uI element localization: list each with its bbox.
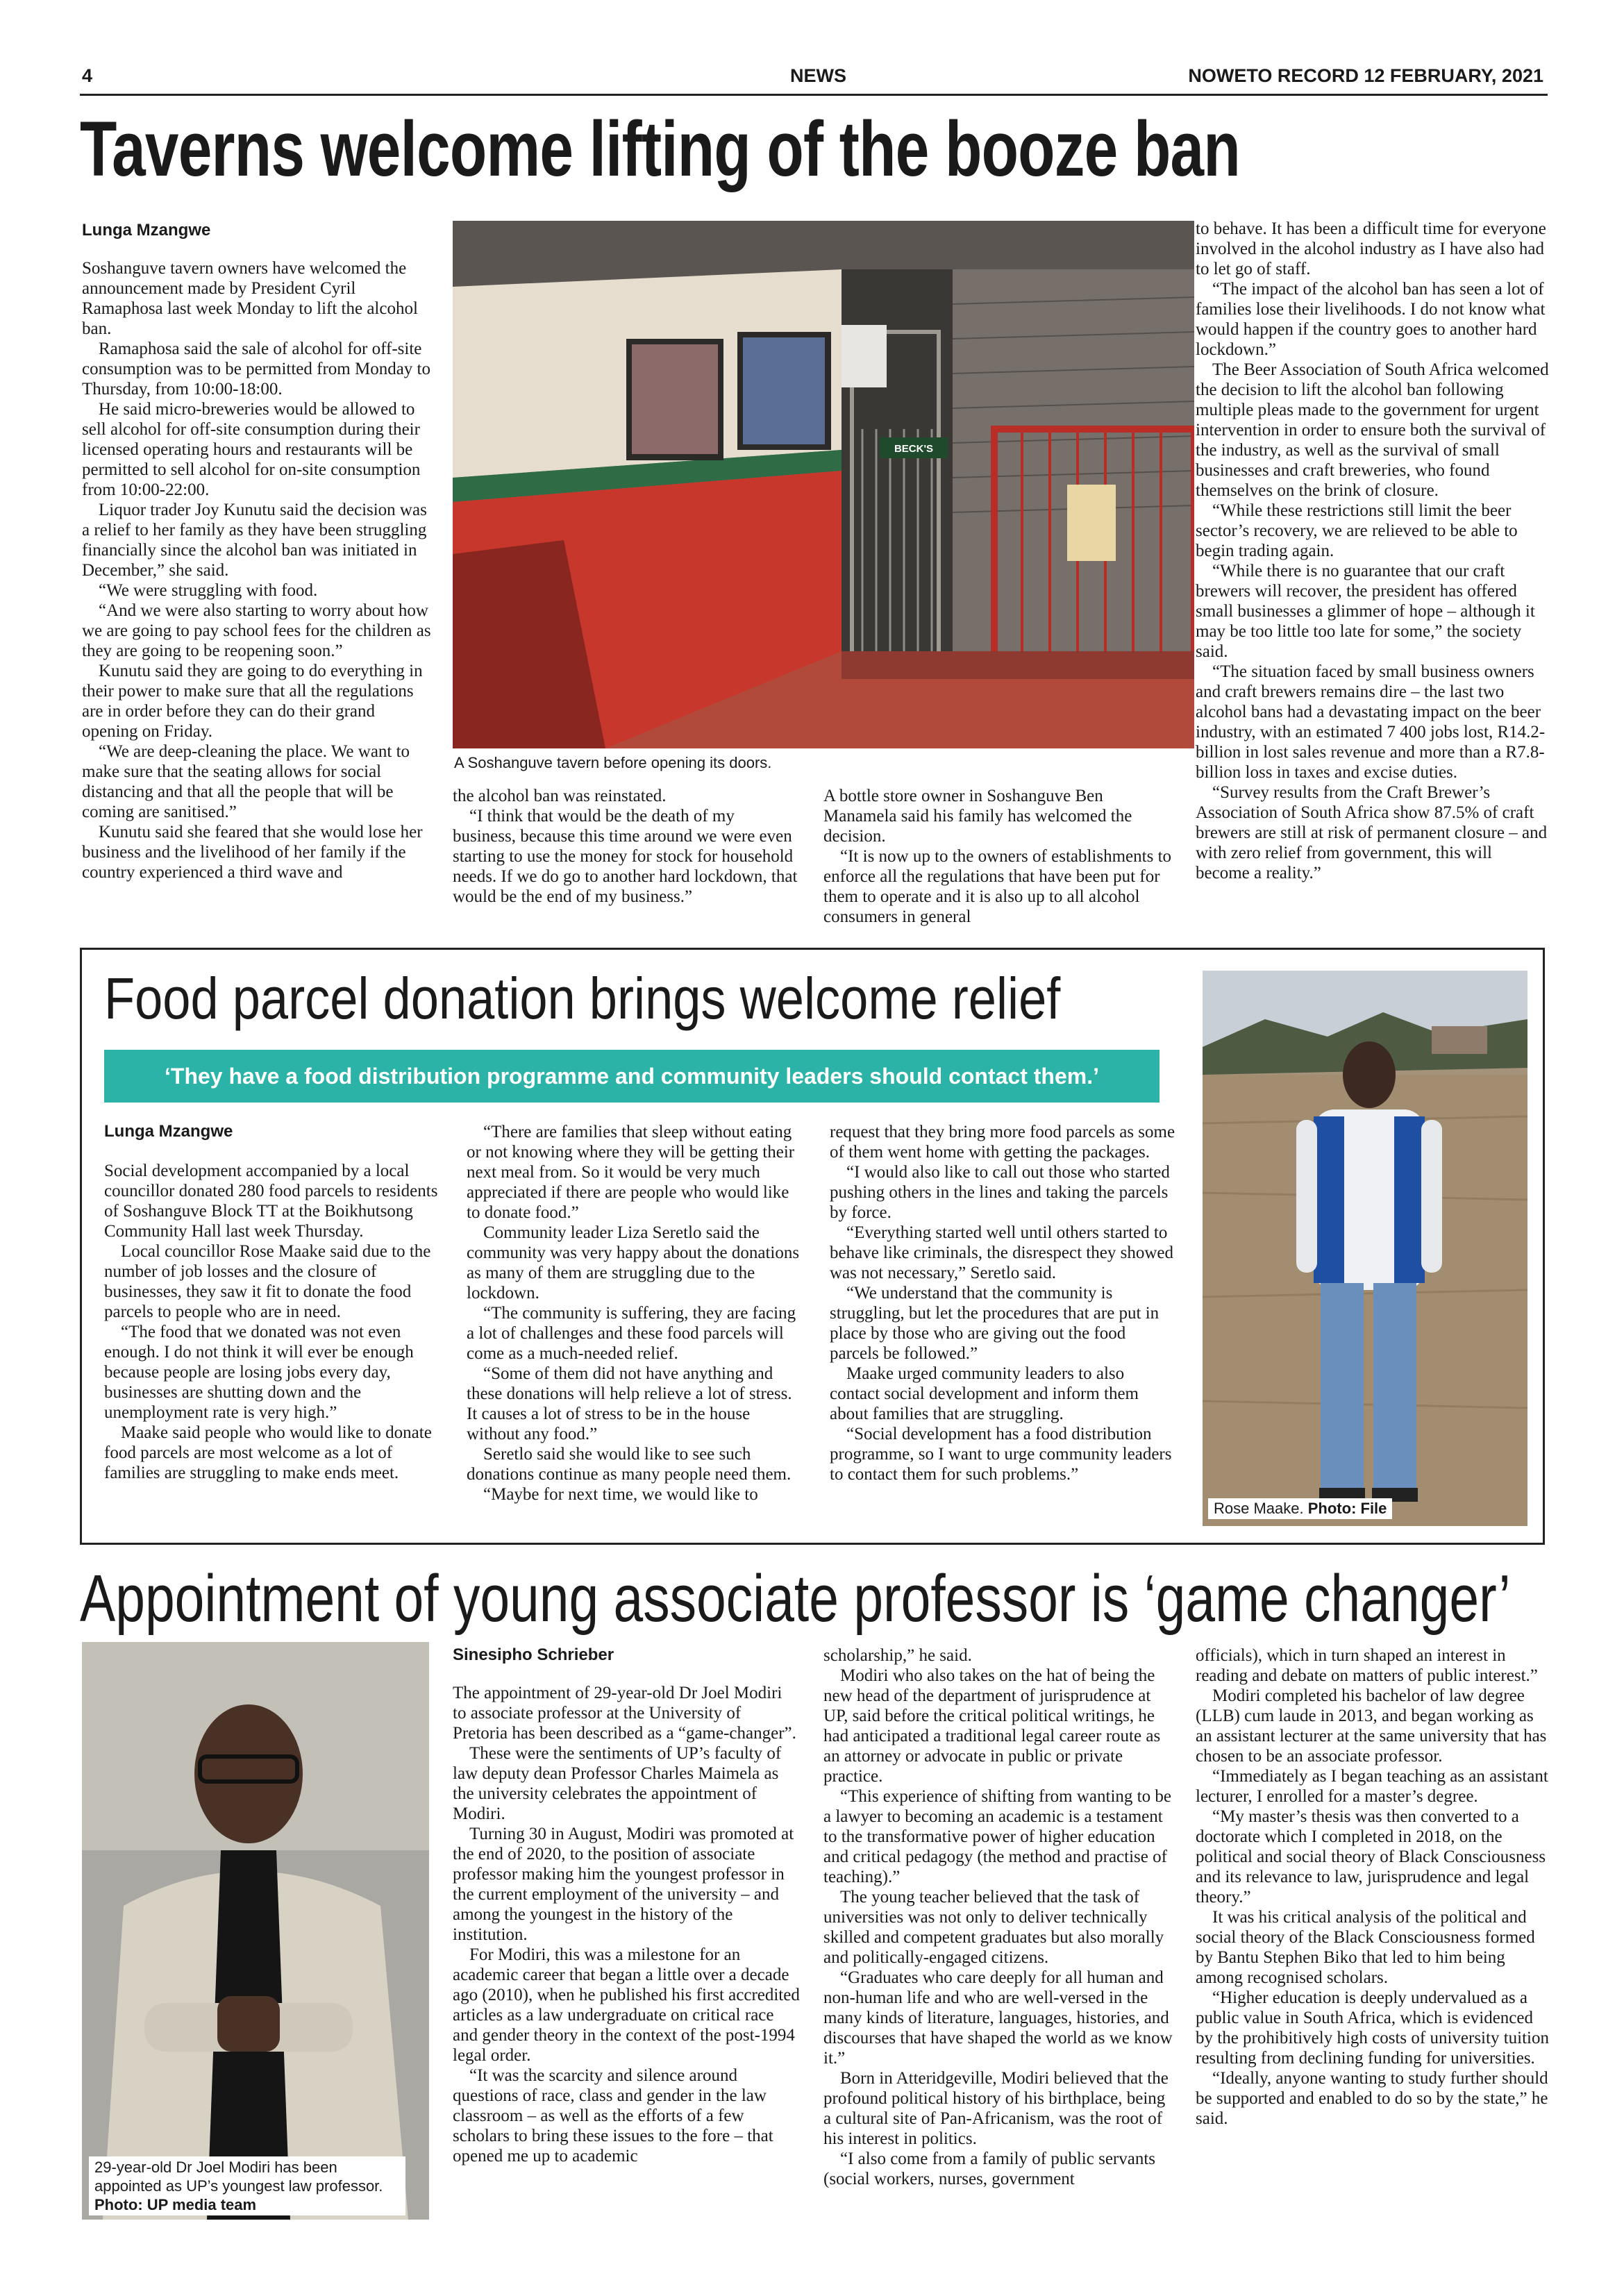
paragraph: These were the sentiments of UP’s faculty of law deputy dean Professor Charles Maimela as the university celebrates the appointment of Modiri. [453,1744,782,1823]
paragraph: “It was the scarcity and silence around questions of race, class and gender in the law classroom – as well as the efforts of a few scholars to bring these issues to the fore – that opened me up to academic [453,2066,773,2165]
paragraph: “The impact of the alcohol ban has seen a lot of families lose their livelihoods. I do not know what would happen if the country goes to another hard lockdown.” [1196,280,1546,359]
modiri-photo [82,1642,429,2220]
article1-headline: Taverns welcome lifting of the booze ban [80,106,1240,192]
paragraph: Seretlo said she would like to see such donations continue as many people need them. [467,1445,792,1484]
paragraph: Born in Atteridgeville, Modiri believed that the profound political history of his birthplace, being a cultural site of Pan-Africanism, was the root of his interest in politics. [823,2069,1169,2148]
section-label: NEWS [790,65,846,86]
paragraph: “I would also like to call out those who started pushing others in the lines and taking the parcels by force. [830,1163,1170,1222]
article1-col3 [823,786,1174,927]
paragraph: Social development accompanied by a local councillor donated 280 food parcels to residents of Soshanguve Block TT at the Boikhutsong Community Hall last week Thursday. [104,1162,438,1241]
paragraph: Local councillor Rose Maake said due to the number of job losses and the closure of businesses, they saw it fit to donate the food parcels to people who are in need. [104,1242,431,1321]
caption-credit: Photo: File [1307,1500,1387,1517]
article2-headline: Food parcel donation brings welcome relief [104,966,1061,1031]
article1-col2 [453,786,800,907]
paragraph: “Social development has a food distribution programme, so I want to urge community leaders to contact them for such problems.” [830,1425,1172,1484]
paragraph: He said micro-breweries would be allowed to sell alcohol for off-site consumption during their licensed operating hours and restaurants will be permitted to sell alcohol for on-site consumption from 10:00-22:00. [82,400,421,499]
article3-col1 [453,1683,800,2166]
paragraph: “We were struggling with food. [99,581,318,600]
paragraph: “Everything started well until others started to behave like criminals, the disrespect they showed was not necessary,” Seretlo said. [830,1223,1173,1282]
paragraph: The Beer Association of South Africa welcomed the decision to lift the alcohol ban following multiple pleas made to the government for urgent intervention in order to ensure both the survival of the industry, as well as the survival of small businesses and craft breweries, who found themselves on the brink of closure. [1196,360,1549,500]
caption-text: 29-year-old Dr Joel Modiri has been appointed as UP’s youngest law professor. [94,2159,383,2195]
article1-byline: Lunga Mzangwe [82,221,211,240]
paragraph: It was his critical analysis of the political and social theory of the Black Consciousness formed by Bantu Stephen Biko that led to him being among recognised scholars. [1196,1908,1535,1987]
paragraph: “It is now up to the owners of establishments to enforce all the regulations that have been put for them to operate and it is also up to all alcohol consumers in general [823,847,1172,926]
paragraph: “I also come from a family of public servants (social workers, nurses, government [823,2150,1156,2188]
article2-col1 [104,1161,444,1483]
article3-headline: Appointment of young associate professor is ‘game changer’ [80,1561,1511,1636]
paragraph: “Immediately as I began teaching as an assistant lecturer, I enrolled for a master’s degree. [1196,1767,1548,1806]
publication-date: NOWETO RECORD 12 FEBRUARY, 2021 [1188,65,1543,86]
article3-byline: Sinesipho Schrieber [453,1645,614,1664]
paragraph: Maake urged community leaders to also contact social development and inform them about families that are struggling. [830,1364,1139,1423]
paragraph: “And we were also starting to worry about how we are going to pay school fees for the children as they are going to be reopening soon.” [82,601,431,660]
article1-col1 [82,258,433,882]
paragraph: Community leader Liza Seretlo said the community was very happy about the donations as many of them are struggling due to the lockdown. [467,1223,800,1302]
paragraph: “I think that would be the death of my business, because this time around we were even starting to use the money for stock for household needs. If we do go to another hard lockdown, that would be the end of my business.” [453,807,798,906]
paragraph: “Graduates who care deeply for all human and non-human life and who are well-versed in the many kinds of literature, languages, histories, and discourses that have shaped the world as we know it.” [823,1968,1173,2068]
article2-pull-quote: ‘They have a food distribution programme and community leaders should contact them.’ [104,1050,1160,1103]
paragraph: “We are deep-cleaning the place. We want to make sure that the seating allows for social distancing and that all the people that will be coming are sanitised.” [82,742,410,821]
paragraph: The young teacher believed that the task of universities was not only to deliver technically skilled and competent graduates but also morally and politically-engaged citizens. [823,1888,1164,1967]
paragraph: Turning 30 in August, Modiri was promoted at the end of 2020, to the position of associate professor making him the youngest professor in the current employment of the university – and among the youngest in the history of the institution. [453,1825,794,1944]
paragraph: The appointment of 29-year-old Dr Joel Modiri to associate professor at the University of Pretoria has been described as a “game-changer”. [453,1684,796,1743]
paragraph: Modiri completed his bachelor of law degree (LLB) cum laude in 2013, and began working as an assistant lecturer at the same university that has chosen to be an associate professor. [1196,1686,1547,1766]
caption-credit: Photo: UP media team [94,2196,257,2213]
paragraph: “We understand that the community is struggling, but let the procedures that are put in place by those who are giving out the food parcels be followed.” [830,1284,1160,1363]
article2-byline: Lunga Mzangwe [104,1122,233,1141]
modiri-photo-caption [89,2156,405,2215]
paragraph: “Ideally, anyone wanting to study further should be supported and enabled to do so by the state,” he said. [1196,2069,1548,2128]
paragraph: Soshanguve tavern owners have welcomed the announcement made by President Cyril Ramaphosa last week Monday to lift the alcohol ban. [82,259,418,338]
paragraph: “Higher education is deeply undervalued as a public value in South Africa, which is evidenced by the prohibitively high costs of university tuition resulting from declining funding for universities. [1196,1988,1549,2068]
article2-col2 [467,1122,807,1505]
paragraph: “My master’s thesis was then converted to a doctorate which I completed in 2018, on the political and social theory of Black Consciousness and its relevance to law, jurisprudence and legal theory.” [1196,1807,1546,1907]
paragraph: to behave. It has been a difficult time for everyone involved in the alcohol industry as I have also had to let go of staff. [1196,219,1546,278]
caption-name: Rose Maake. [1214,1500,1304,1517]
tavern-photo-caption: A Soshanguve tavern before opening its doors. [454,754,772,771]
rose-maake-caption [1208,1498,1392,1519]
paragraph: “The situation faced by small business owners and craft brewers remains dire – the last two alcohol bans had a devastating impact on the beer industry, with an estimated 7 400 jobs lost, R14.2-billion in lost sales revenue and more than a R7.8-billion loss in taxes and excise duties. [1196,662,1546,782]
becks-sign-text: BECK'S [894,443,934,455]
paragraph: Modiri who also takes on the hat of being the new head of the department of jurisprudence at UP, said before the critical political writings, he had anticipated a traditional legal career route as an attorney or advocate in public or private practice. [823,1666,1161,1786]
header-rule [80,94,1548,96]
page-number: 4 [82,65,93,86]
paragraph: A bottle store owner in Soshanguve Ben Manamela said his family has welcomed the decision. [823,787,1132,846]
paragraph: “While there is no guarantee that our craft brewers will recover, the president has offered small businesses a glimmer of hope – although it may be too little too late for some,” the society said. [1196,562,1535,661]
paragraph: For Modiri, this was a milestone for an academic career that began a little over a decade ago (2010), when he published his first accredited articles as a law undergraduate on critical race and gender theory in the context of the post-1994 legal order. [453,1945,800,2065]
paragraph: “This experience of shifting from wanting to be a lawyer to becoming an academic is a testament to the transformative power of higher education and critical pedagogy (the method and practise of teaching).” [823,1787,1171,1886]
article3-col3 [1196,1645,1550,2129]
rose-maake-photo [1203,971,1527,1526]
article1-col4 [1196,219,1550,883]
paragraph: Kunutu said they are going to do everything in their power to make sure that all the regulations are in order before they can do their grand opening on Friday. [82,662,423,741]
paragraph: “Some of them did not have anything and these donations will help relieve a lot of stress. It causes a lot of stress to be in the house without any food.” [467,1364,792,1443]
paragraph: Liquor trader Joy Kunutu said the decision was a relief to her family as they have been struggling financially since the alcohol ban was initiated in December,” she said. [82,501,427,580]
paragraph: “Maybe for next time, we would like to [483,1485,758,1504]
paragraph: scholarship,” he said. [823,1646,972,1665]
paragraph: request that they bring more food parcels as some of them went home with getting the packages. [830,1123,1175,1162]
paragraph: the alcohol ban was reinstated. [453,787,667,805]
paragraph: “While these restrictions still limit the beer sector’s recovery, we are relieved to be able to begin trading again. [1196,501,1518,560]
paragraph: “Survey results from the Craft Brewer’s Association of South Africa show 87.5% of craft brewers are still at risk of permanent closure – and with zero relief from government, this will become a reality.” [1196,783,1548,882]
paragraph: Kunutu said she feared that she would lose her business and the livelihood of her family if the country experienced a third wave and [82,823,423,882]
paragraph: “The food that we donated was not even enough. I do not think it will ever be enough because people are losing jobs every day, businesses are shutting down and the unemployment rate is very high.” [104,1323,414,1422]
paragraph: Ramaphosa said the sale of alcohol for off-site consumption was to be permitted from Monday to Thursday, from 10:00-18:00. [82,340,431,399]
tavern-photo [453,221,1194,748]
article3-col2 [823,1645,1174,2189]
paragraph: officials), which in turn shaped an interest in reading and debate on matters of public interest.” [1196,1646,1538,1685]
paragraph: “There are families that sleep without eating or not knowing where they will be getting their next meal from. So it would be very much appreciated if there are people who would like to donate food.” [467,1123,795,1222]
article2-col3 [830,1122,1177,1484]
paragraph: “The community is suffering, they are facing a lot of challenges and these food parcels will come as a much-needed relief. [467,1304,796,1363]
paragraph: Maake said people who would like to donate food parcels are most welcome as a lot of families are struggling to make ends meet. [104,1423,432,1482]
